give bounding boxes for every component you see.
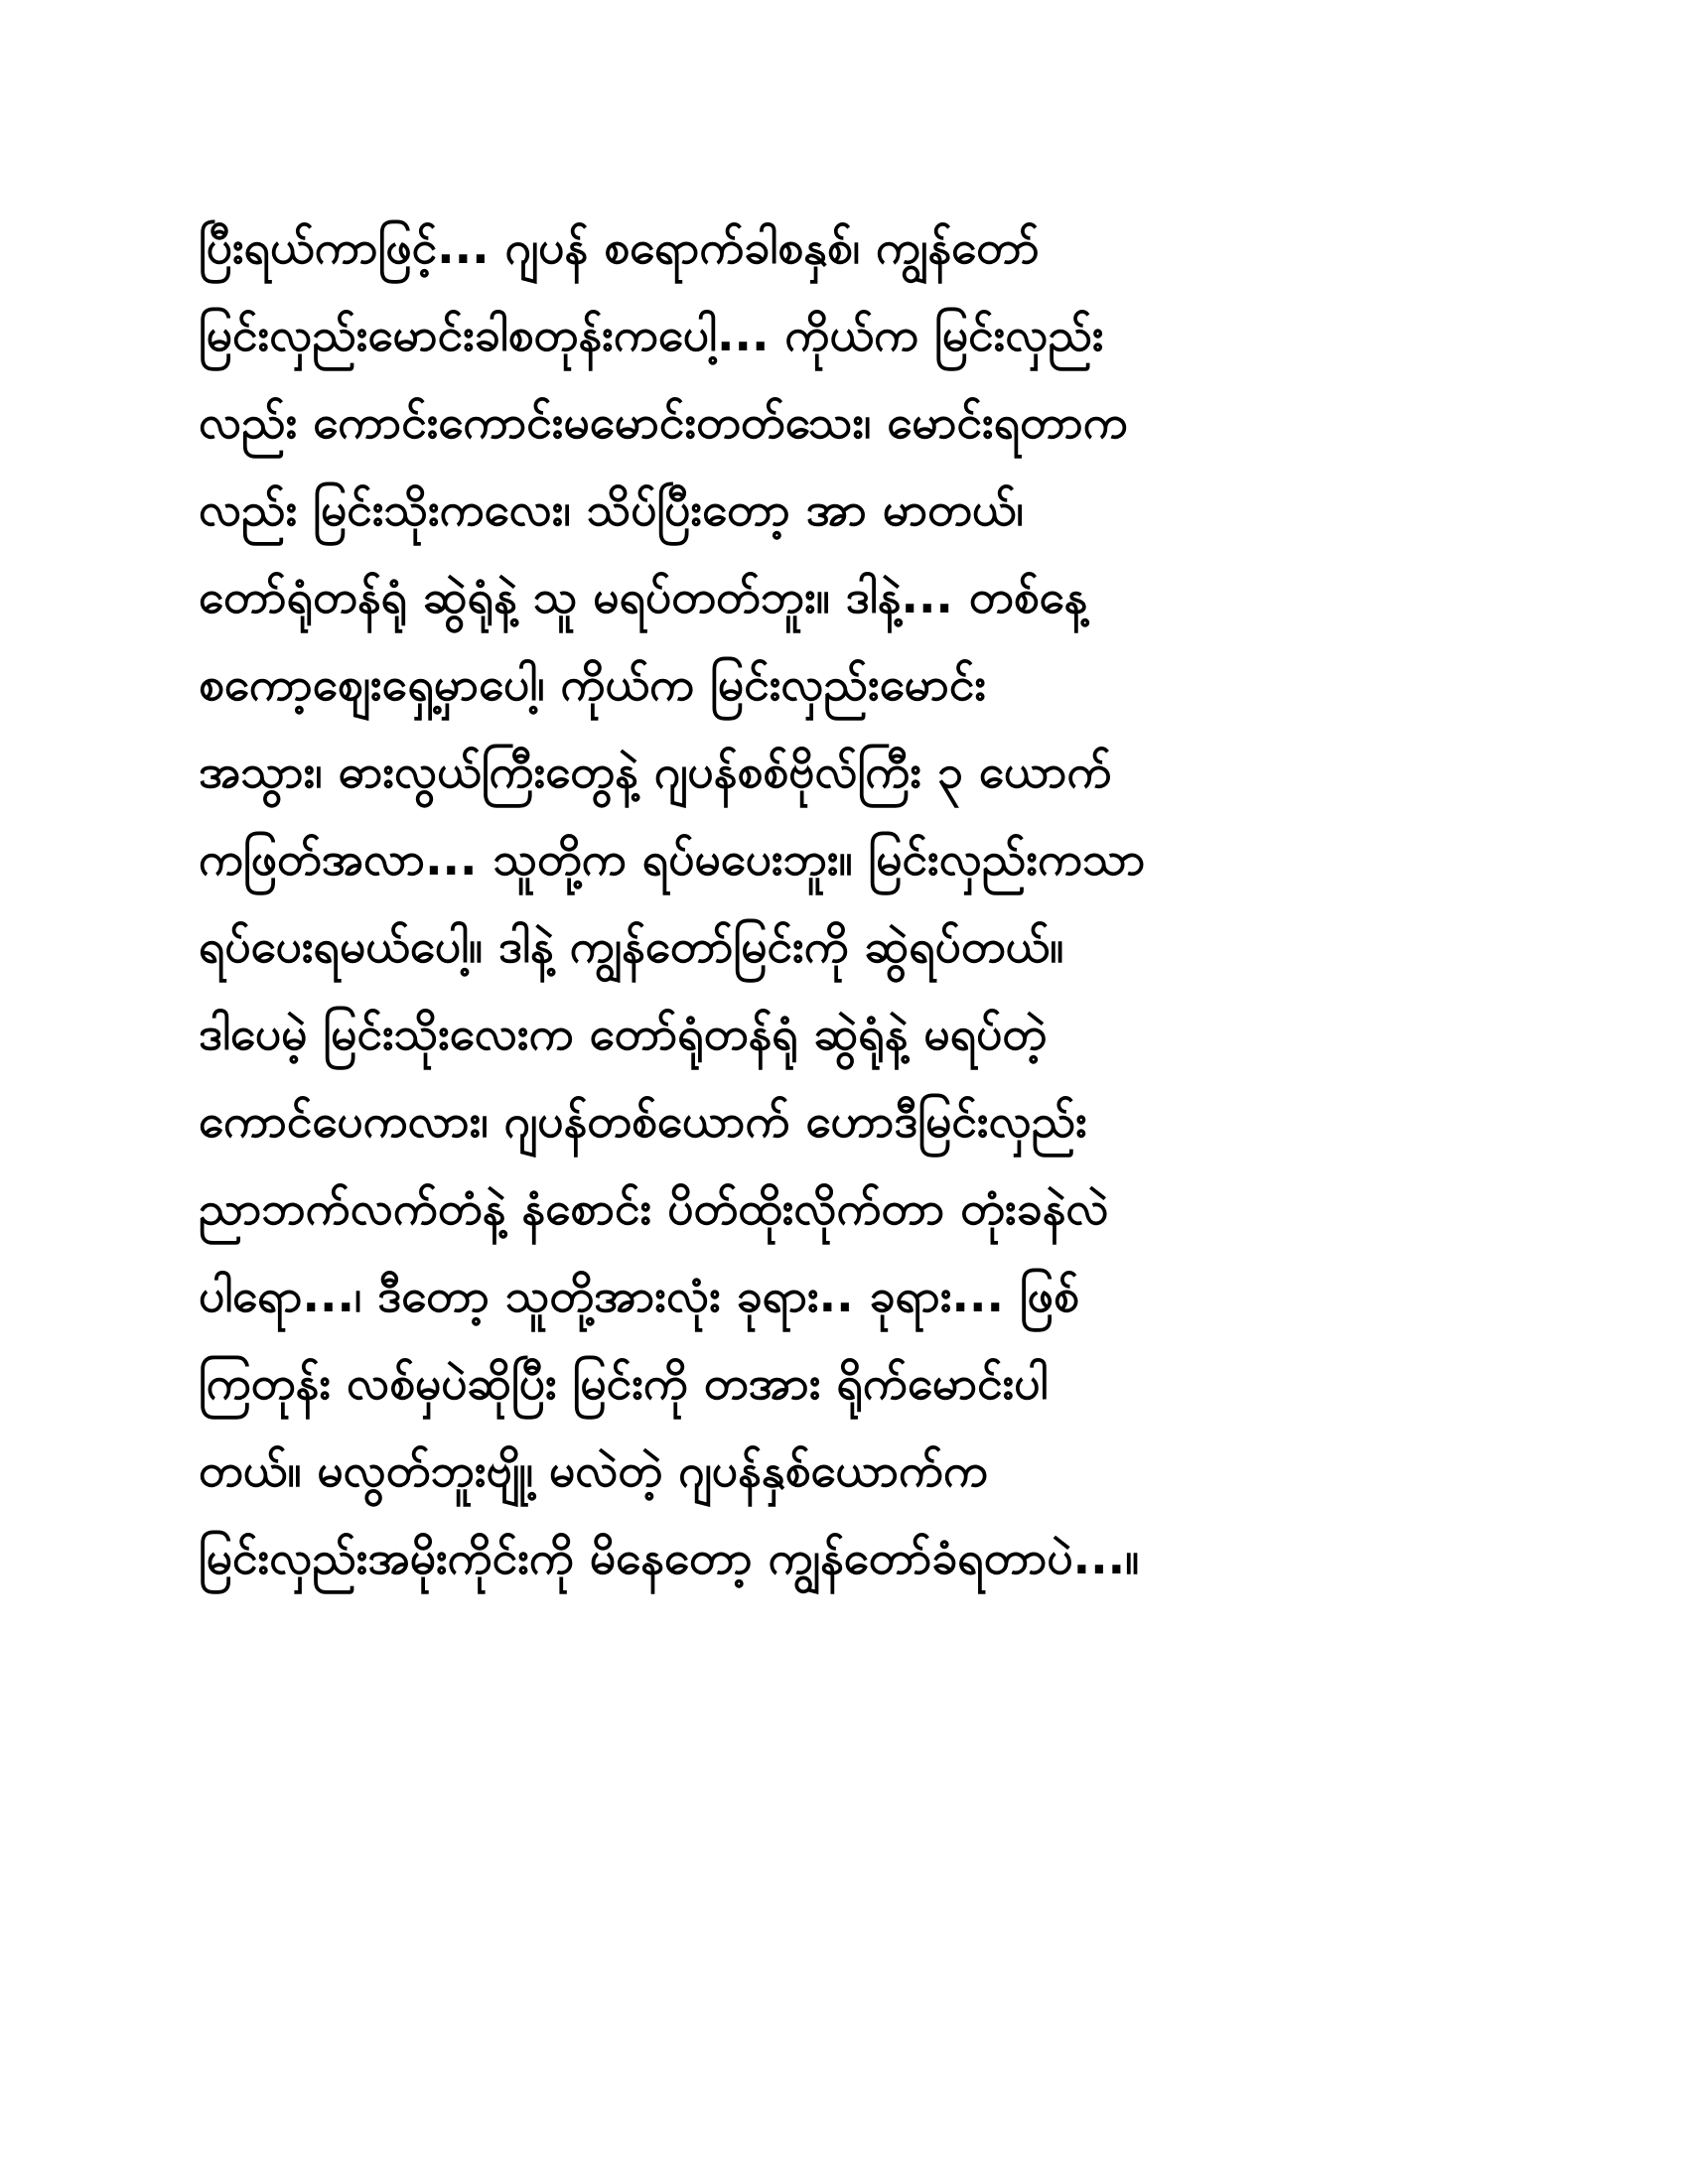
text-line-8: ကဖြတ်အလာ... သူတို့က ရပ်မပေးဘူး။ မြင်းလှည်းကသာ	[199, 832, 1146, 886]
text-line-14: ကြတုန်း လစ်မှပဲဆိုပြီး မြင်းကို တအား ရိုက်မောင်းပါ	[199, 1356, 1049, 1410]
text-line-10: ဒါပေမဲ့ မြင်းသိုးလေးက တော်ရုံတန်ရုံ ဆွဲရုံနဲ့ မရပ်တဲ့	[199, 1007, 1048, 1060]
text-line-9: ရပ်ပေးရမယ်ပေါ့။ ဒါနဲ့ ကျွန်တော်မြင်းကို ဆွဲရပ်တယ်။	[199, 919, 1064, 973]
text-line-11: ကောင်ပေကလား၊ ဂျပန်တစ်ယောက် ဟောဒီမြင်းလှည်း	[199, 1094, 1087, 1148]
text-line-2: မြင်းလှည်းမောင်းခါစတုန်းကပေါ့... ကိုယ်က မြင်းလှည်း	[199, 308, 1104, 361]
text-line-7: အသွား၊ ဓားလွယ်ကြီးတွေနဲ့ ဂျပန်စစ်ဗိုလ်ကြီး ၃ ယောက်	[199, 745, 1112, 798]
text-line-1: ပြီးရယ်ကာဖြင့်... ဂျပန် စရောက်ခါစနှစ်၊ ကျွန်တော်	[199, 220, 1040, 274]
text-line-6: စကော့စျေးရှေ့မှာပေါ့၊ ကိုယ်က မြင်းလှည်းမောင်း	[199, 657, 987, 711]
text-line-12: ညာဘက်လက်တံနဲ့ နံစောင်း ပိတ်ထိုးလိုက်တာ တုံးခနဲလဲ	[199, 1181, 1109, 1235]
text-line-4: လည်း မြင်းသိုးကလေး၊ သိပ်ပြီးတော့ အာ မာတယ်၊	[199, 482, 1024, 536]
text-line-16: မြင်းလှည်းအမိုးကိုင်းကို မိနေတော့ ကျွန်တော်ခံရတာပဲ...။	[199, 1531, 1139, 1584]
text-line-13: ပါရော...၊ ဒီတော့ သူတို့အားလုံး ခုရား.. ခုရား... ဖြစ်	[199, 1269, 1079, 1322]
body-text	[199, 204, 1489, 1601]
text-line-3: လည်း ကောင်းကောင်းမမောင်းတတ်သေး၊ မောင်းရတာက	[199, 395, 1128, 449]
text-line-5: တော်ရုံတန်ရုံ ဆွဲရုံနဲ့ သူ မရပ်တတ်ဘူး။ ဒါနဲ့... တစ်နေ့	[199, 570, 1088, 623]
text-line-15: တယ်။ မလွတ်ဘူးဗျို့၊ မလဲတဲ့ ဂျပန်နှစ်ယောက်က	[199, 1443, 989, 1497]
